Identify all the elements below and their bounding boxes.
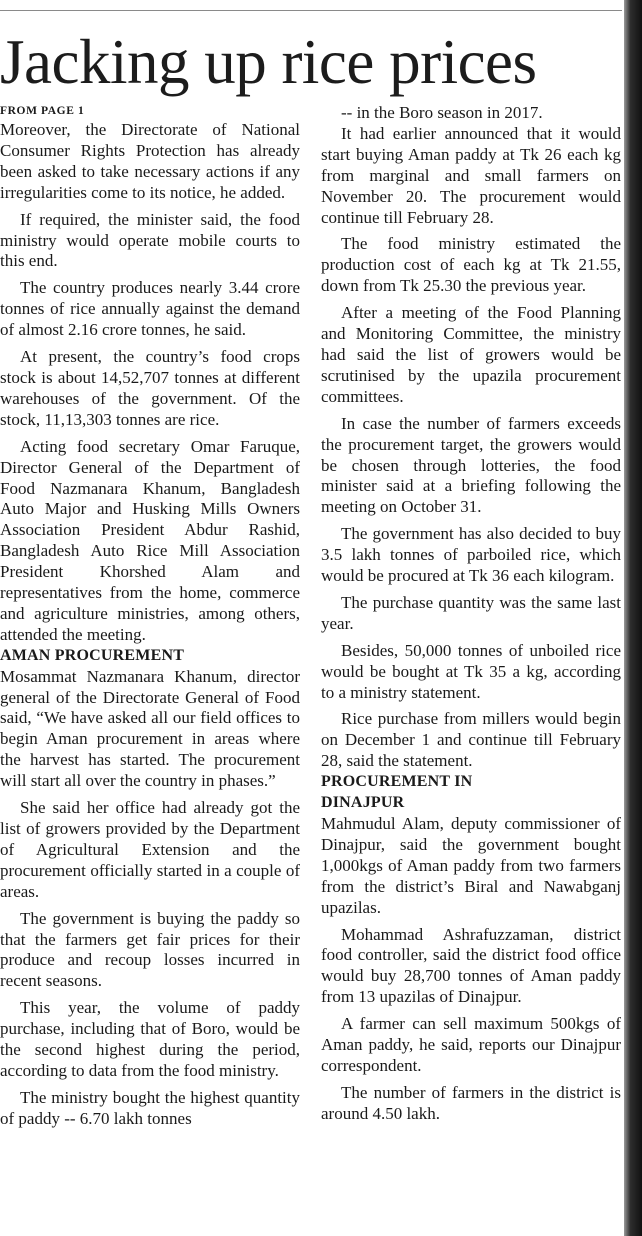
paragraph: The food ministry estimated the production cost of each kg at Tk 21.55, down from Tk 25.30 the previous year. xyxy=(321,234,621,296)
paragraph: The government is buying the paddy so that the farmers get fair prices for their produce and recoup losses incurred in recent seasons. xyxy=(0,908,300,991)
paragraph: She said her office had already got the list of growers provided by the Department of Agricultural Extension and the procurement officially started in a couple of areas. xyxy=(0,798,300,901)
paragraph: A farmer can sell maximum 500kgs of Aman paddy, he said, reports our Dinajpur correspondent. xyxy=(321,1014,621,1075)
headline: Jacking up rice prices xyxy=(0,27,537,97)
left-column xyxy=(0,103,300,1218)
paragraph: Mohammad Ashrafuzzaman, district food controller, said the district food office would buy 28,700 tonnes of Aman paddy from 13 upazilas of Dinajpur. xyxy=(321,924,621,1007)
paragraph: The government has also decided to buy 3.5 lakh tonnes of parboiled rice, which would be procured at Tk 36 each kilogram. xyxy=(321,524,621,586)
paragraph: The number of farmers in the district is around 4.50 lakh. xyxy=(321,1082,621,1123)
paragraph: Mahmudul Alam, deputy commissioner of Dinajpur, said the government bought 1,000kgs of Aman paddy from two farmers from the district’s Biral and Nawabganj upazilas. xyxy=(321,814,621,917)
paragraph: At present, the country’s food crops stock is about 14,52,707 tonnes at different warehouses of the government. Of the stock, 11,13,303 tonnes are rice. xyxy=(0,347,300,429)
subhead-aman-procurement: AMAN PROCUREMENT xyxy=(0,646,185,664)
paragraph: Moreover, the Directorate of National Consumer Rights Protection has already been asked to take necessary actions if any irregularities come to its notice, he added. xyxy=(0,120,300,202)
right-column xyxy=(321,103,621,1218)
subhead-procurement-in-dinajpur: PROCUREMENT IN DINAJPUR xyxy=(321,773,473,812)
paragraph: Besides, 50,000 tonnes of unboiled rice would be bought at Tk 35 a kg, according to a ministry statement. xyxy=(321,640,621,702)
paragraph: The ministry bought the highest quantity of paddy -- 6.70 lakh tonnes xyxy=(0,1087,300,1128)
scan-edge-shadow xyxy=(624,0,642,1236)
top-rule xyxy=(0,10,622,11)
paragraph: Acting food secretary Omar Faruque, Director General of the Department of Food Nazmanara Khanum, Bangladesh Auto Major and Husking Mills Owners Association President Abdur Rashid, Bangladesh Auto Rice Mill Association President Khorshed Alam and representatives from the home, commerce and agriculture ministries, among others, attended the meeting. xyxy=(0,436,300,644)
paragraph: The purchase quantity was the same last year. xyxy=(321,592,621,633)
paragraph: If required, the minister said, the food ministry would operate mobile courts to this end. xyxy=(0,209,300,271)
paragraph: The country produces nearly 3.44 crore tonnes of rice annually against the demand of almost 2.16 crore tonnes, he said. xyxy=(0,278,300,340)
paragraph: This year, the volume of paddy purchase, including that of Boro, would be the second highest during the period, according to data from the food ministry. xyxy=(0,998,300,1080)
paragraph: -- in the Boro season in 2017. xyxy=(341,103,543,122)
paragraph: Mosammat Nazmanara Khanum, director general of the Directorate General of Food said, “We have asked all our field offices to begin Aman procurement in areas where the harvest has started. The procurement will start all over the country in phases.” xyxy=(0,666,300,791)
paragraph: In case the number of farmers exceeds the procurement target, the growers would be chosen through lotteries, the food minister said at a briefing following the meeting on October 31. xyxy=(321,413,621,517)
paragraph: Rice purchase from millers would begin on December 1 and continue till February 28, said the statement. xyxy=(321,709,621,771)
from-page-tag: FROM PAGE 1 xyxy=(0,105,85,117)
paragraph: It had earlier announced that it would start buying Aman paddy at Tk 26 each kg from marginal and small farmers on November 20. The procurement would continue till February 28. xyxy=(321,123,621,227)
paragraph: After a meeting of the Food Planning and Monitoring Committee, the ministry had said the list of growers would be scrutinised by the upazila procurement committees. xyxy=(321,303,621,406)
